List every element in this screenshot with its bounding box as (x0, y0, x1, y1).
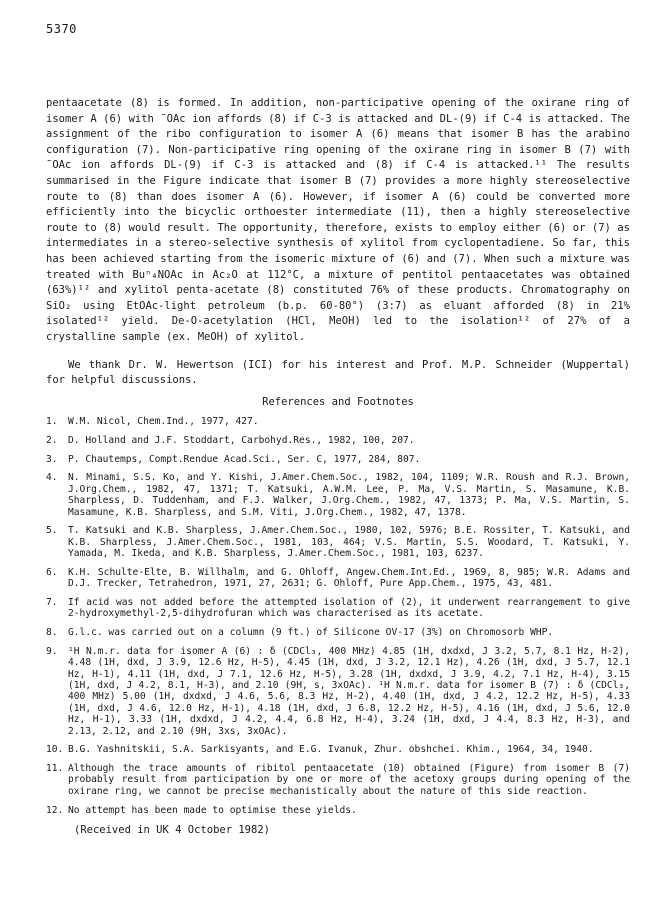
reference-number: 3. (46, 453, 58, 465)
reference-number: 4. (46, 472, 58, 484)
reference-number: 2. (46, 434, 58, 446)
reference-text: T. Katsuki and K.B. Sharpless, J.Amer.Chem.Soc., 1980, 102, 5976; B.E. Rossiter, T. Katsuki, and K.B. Sharpless, J.Amer.Chem.Soc., 1981, 103, 464; V.S. Martin, S.S. Woodard, T. Katsuki, Y. Yamada, M. Ikeda, and K.B. Sharpless, J.Amer.Chem.Soc., 1981, 103, 6237. (68, 525, 630, 560)
reference-number: 5. (46, 525, 58, 537)
references-heading: References and Footnotes (262, 395, 414, 408)
reference-text: Although the trace amounts of ribitol pentaacetate (10) obtained (Figure) from isomer B (7) probably result from participation by one or more of the acetoxy groups during opening of the oxirane ring, we cannot be precise mechanistically about the nature of this side reaction. (68, 763, 630, 797)
reference-number: 12. (46, 804, 64, 816)
reference-text: B.G. Yashnitskii, S.A. Sarkisyants, and E.G. Ivanuk, Zhur. obshchei. Khim., 1964, 34, 1940. (68, 744, 594, 756)
page-number: 5370 (46, 22, 77, 36)
reference-text: K.H. Schulte-Elte, B. Willhalm, and G. Ohloff, Angew.Chem.Int.Ed., 1969, 8, 985; W.R. Adams and D.J. Trecker, Tetrahedron, 1971, 27, 2631; G. Ohloff, Pure App.Chem., 1975, 43, 481. (68, 566, 630, 590)
article-body (46, 96, 630, 839)
reference-item (46, 744, 630, 755)
reference-text: ¹H N.m.r. data for isomer A (6) : δ (CDCl₃, 400 MHz) 4.85 (1H, dxdxd, J 3.2, 5.7, 8.1 Hz, H-2), 4.48 (1H, dxd, J 3.9, 12.6 Hz, H-5), 4.45 (1H, dxd, J 3.2, 12.1 Hz), 4.26 (1H, dxd, J 5.7, 12.1 Hz, H-1), 4.11 (1H, dxd, J 7.1, 12.6 Hz, H-5), 3.28 (1H, dxdxd, J 3.9, 4.2, 7.1 Hz, H-4), 3.15 (1H, dxd, J 4.2, 8.1, H-3), and 2.10 (9H, s, 3xOAc). ¹H N.m.r. data for isomer B (7) : δ (CDCl₃, 400 MHz) 5.00 (1H, dxdxd, J 4.6, 5.6, 8.3 Hz, H-2), 4.40 (1H, dxd, J 4.2, 12.2 Hz, H-5), 4.33 (1H, dxd, J 4.6, 12.0 Hz, H-1), 4.18 (1H, dxd, J 6.8, 12.2 Hz, H-5), 4.16 (1H, dxd, J 5.6, 12.0 Hz, H-1), 3.33 (1H, dxdxd, J 4.2, 4.4, 6.8 Hz, H-4), 3.24 (1H, dxd, J 4.4, 8.3 Hz, H-3), and 2.13, 2.12, and 2.10 (9H, 3xs, 3xOAc). (68, 645, 630, 737)
reference-item (46, 472, 630, 518)
reference-item (46, 597, 630, 620)
reference-number: 1. (46, 416, 58, 428)
reference-item (46, 454, 630, 465)
reference-number: 9. (46, 645, 58, 657)
reference-number: 8. (46, 627, 58, 639)
results-paragraph: pentaacetate (8) is formed. In addition, non-participative opening of the oxirane ring of isomer A (6) with ¯OAc ion affords (8) if C-3 is attacked and DL-(9) if C-4 is attacked. The assignment of the ribo configuration to isomer A (6) means that isomer B has the arabino configuration (7). Non-participative ring opening of the oxirane ring in isomer B (7) with ¯OAc ion affords DL-(9) if C-3 is attacked and (8) if C-4 is attacked.¹¹ The results summarised in the Figure indicate that isomer B (7) provides a more highly stereoselective route to (8) than does isomer A (6). However, if isomer A (6) could be converted more efficiently into the bicyclic orthoester intermediate (11), then a highly stereoselective route to (8) would result. The opportunity, therefore, exists to employ either (6) or (7) as intermediates in a stereo-selective synthesis of xylitol from cyclopentadiene. So far, this has been achieved starting from the isomeric mixture of (6) and (7). When such a mixture was treated with Buⁿ₄NOAc in Ac₂O at 112°C, a mixture of pentitol pentaacetates was obtained (63%)¹² and xylitol penta-acetate (8) constituted 76% of these products. Chromatography on SiO₂ using EtOAc-light petroleum (b.p. 60-80°) (3:7) as eluant afforded (8) in 21% isolated¹² yield. De-O-acetylation (HCl, MeOH) led to the isolation¹² of 27% of a crystalline sample (ex. MeOH) of xylitol. (46, 97, 630, 343)
reference-text: D. Holland and J.F. Stoddart, Carbohyd.Res., 1982, 100, 207. (68, 434, 415, 446)
reference-text: P. Chautemps, Compt.Rendue Acad.Sci., Ser. C, 1977, 284, 807. (68, 453, 421, 465)
reference-item (46, 567, 630, 590)
reference-text: N. Minami, S.S. Ko, and Y. Kishi, J.Amer.Chem.Soc., 1982, 104, 1109; W.R. Roush and R.J. Brown, J.Org.Chem., 1982, 47, 1371; T. Katsuki, A.W.M. Lee, P. Ma, V.S. Martin, S. Masamune, K.B. Sharpless, D. Tuddenham, and F.J. Walker, J.Org.Chem., 1982, 47, 1373; P. Ma, V.S. Martin, S. Masamune, K.B. Sharpless, and S.M. Viti, J.Org.Chem., 1982, 47, 1378. (68, 472, 630, 518)
reference-text: If acid was not added before the attempted isolation of (2), it underwent rearrangement to give 2-hydroxymethyl-2,5-dihydrofuran which was characterised as its acetate. (68, 596, 630, 620)
reference-text: No attempt has been made to optimise these yields. (68, 804, 357, 816)
reference-item (46, 763, 630, 797)
reference-number: 7. (46, 596, 58, 608)
reference-number: 6. (46, 566, 58, 578)
reference-item (46, 805, 630, 816)
reference-item (46, 435, 630, 446)
reference-item (46, 525, 630, 559)
reference-item (46, 416, 630, 427)
reference-number: 11. (46, 763, 64, 774)
reference-text: G.l.c. was carried out on a column (9 ft.) of Silicone OV-17 (3%) on Chromosorb WHP. (68, 627, 554, 639)
reference-number: 10. (46, 744, 64, 756)
acknowledgement-paragraph: We thank Dr. W. Hewertson (ICI) for his interest and Prof. M.P. Schneider (Wuppertal) for helpful discussions. (46, 358, 630, 387)
received-date: (Received in UK 4 October 1982) (74, 824, 270, 837)
reference-item (46, 627, 630, 638)
reference-text: W.M. Nicol, Chem.Ind., 1977, 427. (68, 416, 259, 428)
references-list (46, 416, 630, 816)
reference-item (46, 646, 630, 737)
